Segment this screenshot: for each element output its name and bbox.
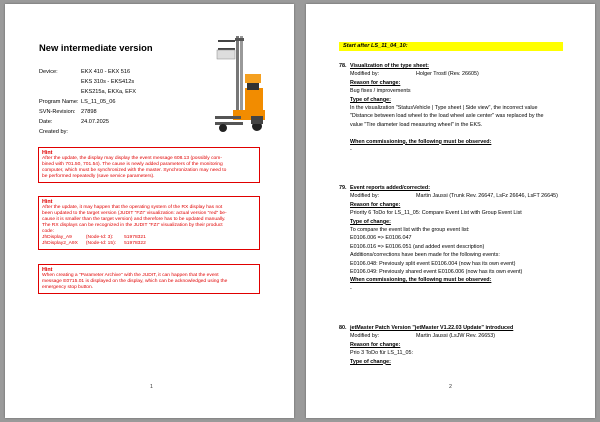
meta-row: Created by: bbox=[39, 129, 68, 135]
start-banner: Start after LS_11_04_10: bbox=[339, 42, 563, 51]
section-80: 80. jetMaster Patch Version "jetMaster V1.22.03 Update" introduced Modified by: Martin Jaussi (LsJW Rev. 26653) Reason for change: Prio 3 ToDo für LS_11_05: Type of change: bbox=[339, 325, 514, 365]
section-78: 78. Visualization of the type sheet: Modified by: Holger Trostl (Rev. 26605) Reason for change: Bug fixes / improvements Type of change: In the visualization "StatusVehicle | Type sheet | Side view", the incorrect value "Distance between load wheel to the load wheel axle center" was replaced by the value "Tire diameter load measuring wheel" in the EKS. When commissioning, the following must be observed: - bbox=[339, 63, 544, 154]
document-page-2 bbox=[306, 4, 595, 418]
meta-row: EKS 310s - EKS412s bbox=[81, 79, 135, 85]
meta-row: Device: EKX 410 - EKX 516 bbox=[39, 69, 131, 75]
table-row: JhDisplay2_A9X (Node-Id: 15): 51978322 bbox=[42, 240, 146, 246]
hint-box: Hint After the update, it may happen that the operating system of the RX display has not been updated to the target version (JUDIT "FZI" visualization: actual version "red" be- cause it is smaller than the target version) and therefore has to be updated manually. The RX displays can be recognized in the JUDIT "FZI" visualization by their product code: JhDisplay_A9 (Node-Id: 3): 51978321 JhDisplay2_A9X (Node-Id: 15): 51978322 bbox=[38, 196, 260, 250]
hint-heading: Hint bbox=[42, 150, 53, 156]
document-title: New intermediate version bbox=[39, 42, 153, 53]
table-row: JhDisplay_A9 (Node-Id: 3): 51978321 bbox=[42, 234, 146, 240]
forklift-image bbox=[209, 36, 269, 136]
hint-box: Hint When creating a "Parameter Archive" with the JUDIT, it can happen that the event message E0715.01 is displayed on the display, which can be acknowledged using the emergency stop button. bbox=[38, 264, 260, 294]
meta-row: EKS215a, EKXa, EFX bbox=[81, 89, 137, 95]
section-title: jetMaster Patch Version "jetMaster V1.22.03 Update" introduced bbox=[350, 325, 514, 331]
page-number: 2 bbox=[449, 384, 452, 390]
meta-row: Program Name: LS_11_05_06 bbox=[39, 99, 116, 105]
page-number: 1 bbox=[150, 384, 153, 390]
section-79: 79. Event reports added/corrected: Modified by: Martin Jaussi (Trunk Rev. 26647, LsFz 26646, LsFT 26645) Reason for change: Priority 6 ToDo for LS_11_05: Compare Event List with Group Event List Type of change: To compare the event list with the group event list: E0106.006 => E0106.047 E0106.016 => E0106.051 (and added event description) Additions/corrections have been made for the following events: E0106.048: Previously split event E0106.004 (now has its own event) E0106.049: Previously shared event E0106.006 (now has its own event) When commissioning, the following must be observed: - bbox=[339, 185, 558, 292]
hint-box: Hint After the update, the display may display the event message 608.13 (possibly com- bined with 701.50, 701.54). The cause is newly added parameters of the monitoring computer, which must be synchronized with the master. Synchronization may need to be performed repeatedly (save service parameters). bbox=[38, 147, 260, 183]
meta-row: SVN-Revision: 27898 bbox=[39, 109, 97, 115]
hint-heading: Hint bbox=[42, 267, 53, 273]
hint-heading: Hint bbox=[42, 199, 53, 205]
section-title: Visualization of the type sheet: bbox=[350, 63, 429, 69]
meta-row: Date: 24.07.2025 bbox=[39, 119, 109, 125]
product-code-table bbox=[42, 235, 154, 247]
section-title: Event reports added/corrected: bbox=[350, 185, 430, 191]
document-page-1 bbox=[5, 4, 294, 418]
